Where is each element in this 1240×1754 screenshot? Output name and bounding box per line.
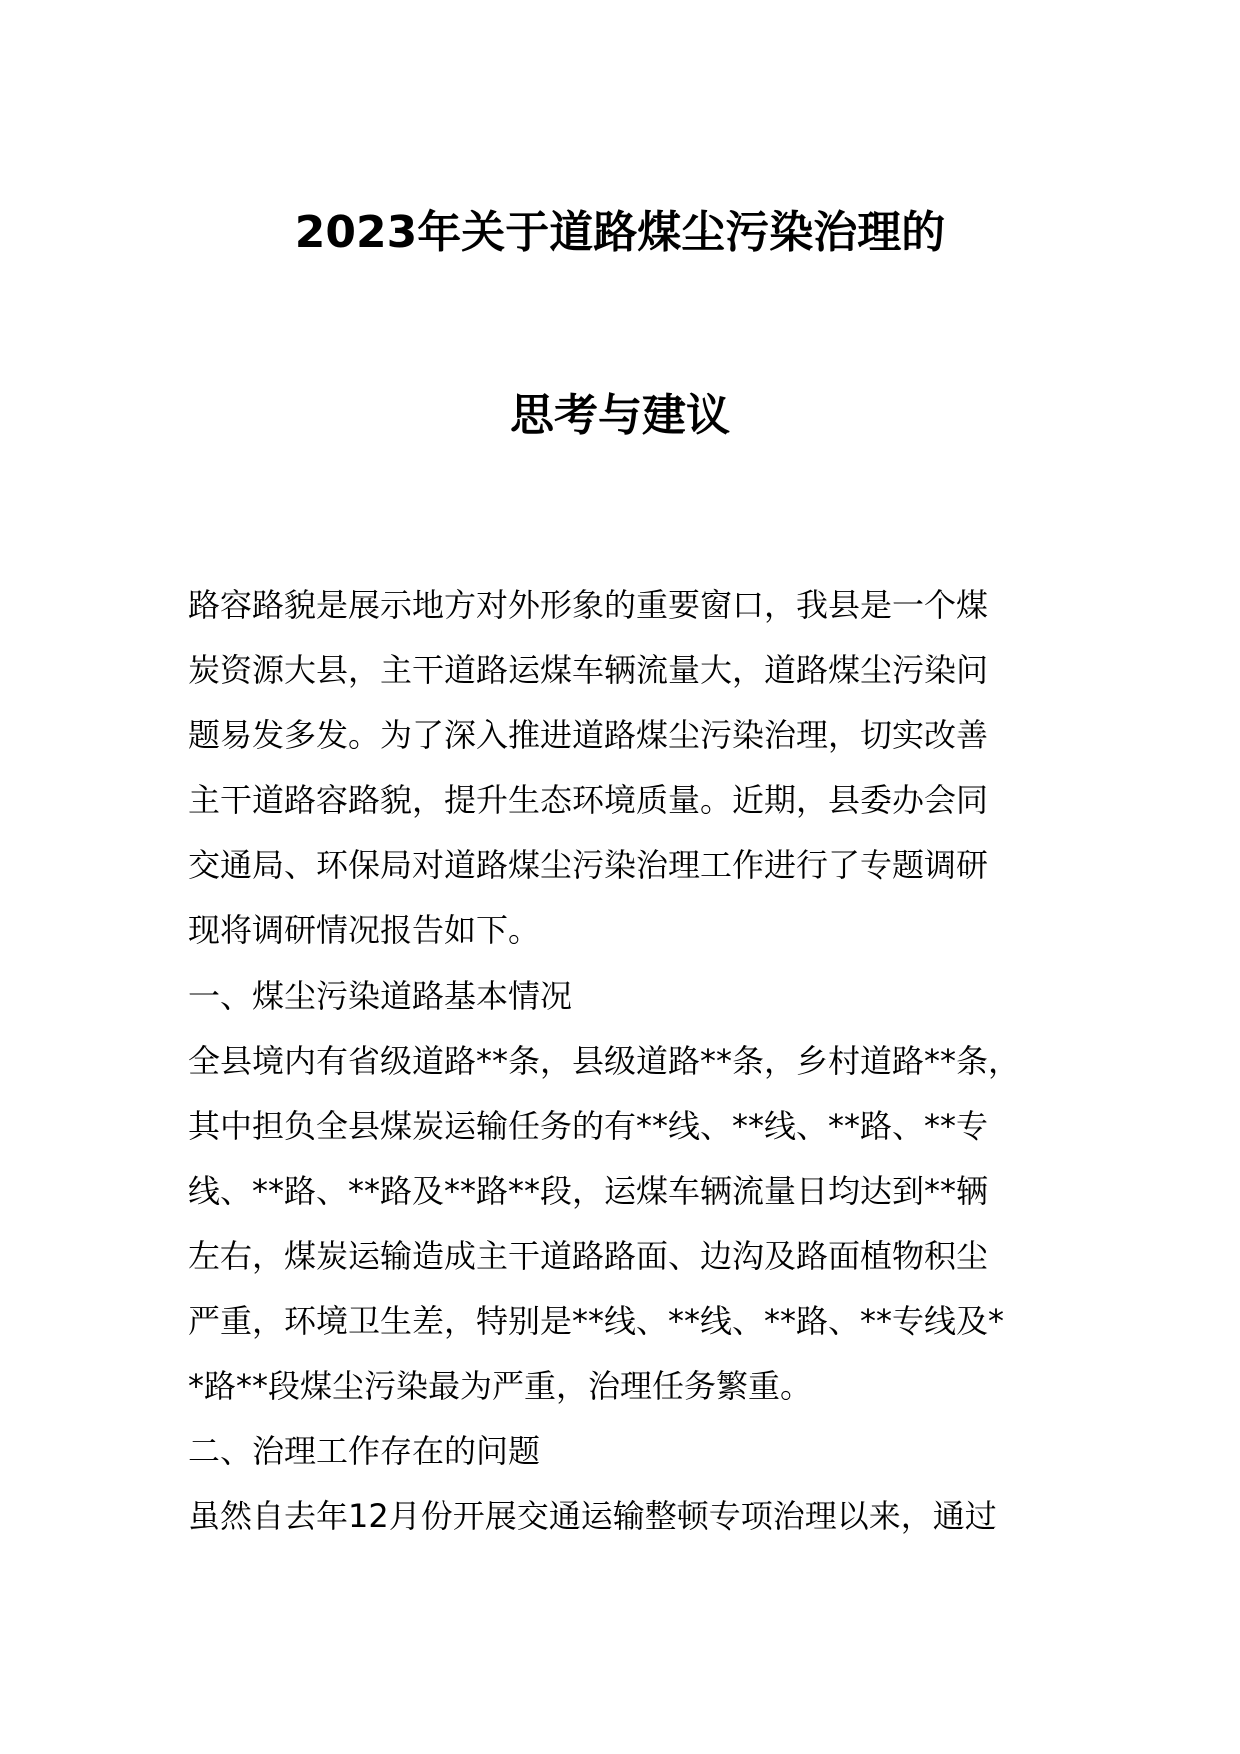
section-heading-2: 二、治理工作存在的问题 (188, 1432, 541, 1471)
body-line: 严重，环境卫生差，特别是**线、**线、**路、**专线及* (188, 1302, 1005, 1341)
body-line: 交通局、环保局对道路煤尘污染治理工作进行了专题调研 (188, 846, 989, 885)
body-line: 线、**路、**路及**路**段，运煤车辆流量日均达到**辆 (188, 1171, 989, 1210)
body-line: 路容路貌是展示地方对外形象的重要窗口，我县是一个煤 (188, 586, 989, 624)
section-heading-1: 一、煤尘污染道路基本情况 (188, 976, 573, 1015)
body-line: 现将调研情况报告如下。 (188, 911, 541, 950)
body-line: 虽然自去年12月份开展交通运输整顿专项治理以来，通过 (188, 1497, 997, 1536)
body-line: 全县境内有省级道路**条，县级道路**条，乡村道路**条， (188, 1041, 1021, 1080)
body-line: 左右，煤炭运输造成主干道路路面、边沟及路面植物积尘 (188, 1236, 989, 1275)
document-title-line-1: 2023年关于道路煤尘污染治理的 (294, 207, 946, 258)
document-title-line-2: 思考与建议 (510, 390, 730, 441)
body-line: *路**段煤尘污染最为严重，治理任务繁重。 (188, 1367, 813, 1406)
body-line: 炭资源大县，主干道路运煤车辆流量大，道路煤尘污染问 (188, 651, 989, 690)
document-body (188, 573, 1088, 1549)
body-line: 题易发多发。为了深入推进道路煤尘污染治理，切实改善 (188, 716, 989, 755)
body-line: 主干道路容路貌，提升生态环境质量。近期，县委办会同 (188, 781, 989, 820)
body-line: 其中担负全县煤炭运输任务的有**线、**线、**路、**专 (188, 1106, 989, 1145)
